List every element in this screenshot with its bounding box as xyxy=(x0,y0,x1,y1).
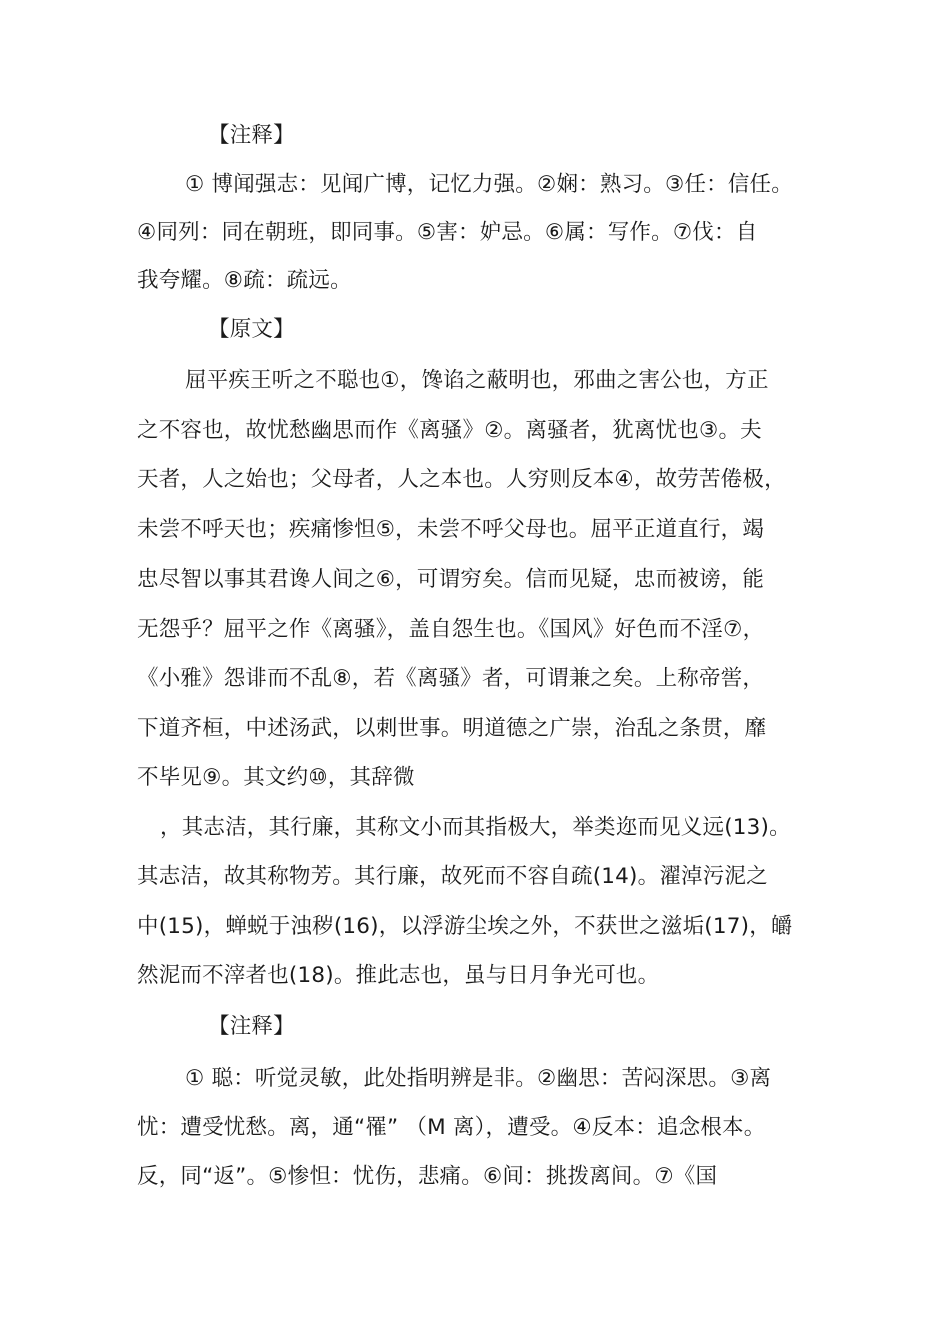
annotation-line: 忧：遭受忧愁。离，通“罹” （M 离），遭受。④反本：追念根本。 xyxy=(137,1115,766,1140)
original-text-line: 不毕见⑨。其文约⑩，其辞微 xyxy=(137,765,415,790)
original-text-line: ，其志洁，其行廉，其称文小而其指极大，举类迩而见义远(13)。 xyxy=(160,815,791,840)
annotation-line: ④同列：同在朝班，即同事。⑤害：妒忌。⑥属：写作。⑦伐：自 xyxy=(137,220,758,245)
original-text-line: 其志洁，故其称物芳。其行廉，故死而不容自疏(14)。濯淖污泥之 xyxy=(137,864,768,889)
annotation-line: 我夸耀。⑧疏：疏远。 xyxy=(137,268,352,293)
annotation-line: 反，同“返”。⑤惨怛：忧伤，悲痛。⑥间：挑拨离间。⑦《国 xyxy=(137,1164,718,1189)
original-text-line: 未尝不呼天也；疾痛惨怛⑤，未尝不呼父母也。屈平正道直行，竭 xyxy=(137,517,765,542)
original-text-line: 中(15)，蝉蜕于浊秽(16)，以浮游尘埃之外，不获世之滋垢(17)，皭 xyxy=(137,914,793,939)
original-text-line: 《小雅》怨诽而不乱⑧，若《离骚》者，可谓兼之矣。上称帝喾， xyxy=(137,666,765,691)
original-text-heading: 【原文】 xyxy=(208,317,295,342)
annotation-heading-1: 【注释】 xyxy=(208,123,295,148)
original-text-line: 屈平疾王听之不聪也①，馋谄之蔽明也，邪曲之害公也，方正 xyxy=(185,368,769,393)
original-text-line: 之不容也，故忧愁幽思而作《离骚》②。离骚者，犹离忧也③。夫 xyxy=(137,418,762,443)
original-text-line: 下道齐桓，中述汤武，以刺世事。明道德之广崇，治乱之条贯，靡 xyxy=(137,716,767,741)
annotation-heading-2: 【注释】 xyxy=(208,1014,295,1039)
original-text-line: 然泥而不滓者也(18)。推此志也，虽与日月争光可也。 xyxy=(137,963,660,988)
annotation-line: ① 聪：听觉灵敏，此处指明辨是非。②幽思：苦闷深思。③离 xyxy=(185,1066,772,1091)
original-text-line: 无怨乎？屈平之作《离骚》，盖自怨生也。《国风》好色而不淫⑦， xyxy=(137,617,765,642)
original-text-line: 忠尽智以事其君谗人间之⑥，可谓穷矣。信而见疑，忠而被谤，能 xyxy=(137,567,765,592)
annotation-line: ① 博闻强志：见闻广博，记忆力强。②娴：熟习。③任：信任。 xyxy=(185,172,793,197)
original-text-line: 天者，人之始也；父母者，人之本也。人穷则反本④，故劳苦倦极， xyxy=(137,467,786,492)
